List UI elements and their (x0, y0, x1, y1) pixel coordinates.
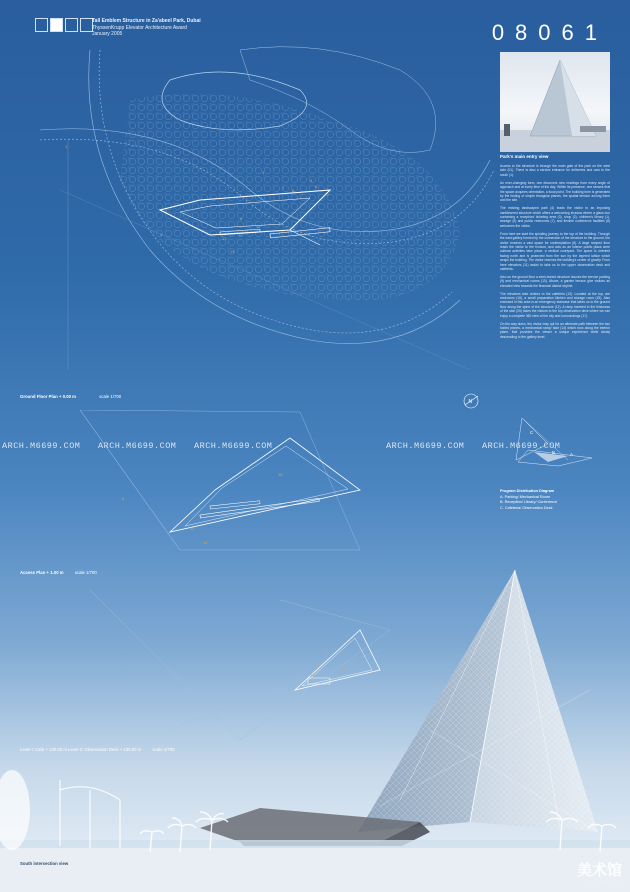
plan-number: 3 (160, 232, 163, 237)
plan-number: 12 (342, 650, 347, 655)
plan-number: 14 (356, 658, 361, 663)
watermark-text: ARCH.M6699.COM (194, 441, 273, 451)
plan-number: 10 (324, 192, 329, 197)
north-arrow-icon (462, 392, 482, 410)
ground-floor-plan-label (20, 394, 121, 399)
plan-title: Level I: Cafe + 130.00 m Level II: Observation Deck + 135.00 m (20, 747, 142, 752)
site-logo (577, 859, 622, 886)
description-paragraph: Access to the structure is through the main gate of the park on the west side (01). There is also a service entrance for deliveries and cars to the south (1). (500, 164, 610, 177)
plan-scale: scale 1/700 (74, 570, 97, 575)
section-label (20, 861, 68, 866)
site-logo-url: www.m6699.com (583, 880, 622, 886)
plan-number: 12 (190, 526, 195, 531)
legend-title: Program Distribution Diagram (500, 489, 555, 493)
plan-number: 16 (310, 672, 315, 677)
plan-number: 15 (314, 664, 319, 669)
legend-item: A. Parking/ Mechanical Room (500, 494, 551, 499)
plan-number: 6 (292, 188, 295, 193)
legend-item: B. Reception/ Library/ Conference (500, 500, 558, 504)
header-text (92, 18, 201, 38)
plan-scale: scale 1/700 (99, 394, 122, 399)
description-paragraph: The existing landscaped path (4) leads the visitor to an imposing cantilevered structure which offers a welcoming shadow where a glass box containing a reception/ ticketing area (3), shop (2), children's library (1), storage (5) and public restrooms (7), and flexible conference facilities (6) welcomes the visitor. (500, 206, 610, 228)
legend-item: C. Cafeteria/ Observation Deck (500, 505, 553, 510)
plan-number: 8 (122, 496, 125, 501)
plan-number: 10 (278, 472, 283, 477)
description-paragraph: From here we start the spiraling journey to the top of the building. Through the east gallery formed by the connection of the structure to the ground, the visitor reaches a vast space for contemplation (8). A large ramped floor leads the visitor to the horizon, and acts as an interior public plaza were cultural activities take place, a vertical courtyard. The space is oriented facing north and is protected from the sun by the layered lattice which wraps the building. The visitor reaches the building's center of gravity. From here elevators (11) assist to take us to the upper observation deck and cafeteria. (500, 231, 610, 272)
description-paragraph: Also on the ground floor a semi-buried structure houses the service parking (9) and mechanical rooms (10). Above, a garden terrace give visitors an elevated view towards the financial district skyline. (500, 274, 610, 288)
section-title: South intersection view (20, 861, 69, 866)
plan-number: 14 (230, 249, 235, 254)
plan-number: 12 (238, 232, 243, 237)
plan-number: 17 (358, 636, 363, 641)
header-date: January 2005 (92, 31, 123, 37)
plan-title: Access Plan + 1.00 m (20, 570, 64, 575)
project-title: Tall Emblem Structure in Za'abeel Park, Dubai (92, 18, 201, 24)
plan-scale: scale 1/700 (152, 747, 175, 752)
header-box (65, 18, 78, 32)
plan-number: 20 (340, 666, 345, 671)
diagram-letter: C (530, 430, 534, 435)
description-paragraph: An ever-changing form, one discovers new readings from every angle of approach and at every time of the day. Within its presence, one senses that the space acquires orientation, a focal point. The building form is generated by the folding of simple triangular planes, the spatial tension among them and the site. (500, 180, 610, 203)
ground-floor-site-plan (20, 40, 498, 390)
plan-number: 9 (310, 178, 313, 183)
program-distribution-diagram (508, 414, 598, 470)
access-plan (60, 410, 390, 570)
plan-number: 7 (282, 186, 285, 191)
header-boxes (35, 18, 93, 32)
header-box (35, 18, 48, 32)
description-paragraph: On the way down, the visitor may opt for an alternate path between the two folded planes, a mechanical ramp/ stair (14) which runs along the interior plane, that provides the viewer a unique experience while slowly descending to the gallery level. (500, 321, 610, 339)
plan-number: 11 (256, 224, 261, 229)
program-legend (500, 489, 557, 511)
plan-number: 5 (315, 184, 318, 189)
plan-number: 8 (240, 216, 243, 221)
plan-number: 13 (222, 236, 227, 241)
plan-number: 4 (262, 170, 265, 175)
svg-text:N: N (468, 399, 473, 405)
project-description (500, 164, 610, 343)
watermark-text: ARCH.M6699.COM (482, 441, 561, 451)
watermark-text: ARCH.M6699.COM (386, 441, 465, 451)
photo-render (500, 52, 610, 152)
diagram-letter: B (552, 450, 556, 455)
watermark-text: ARCH.M6699.COM (2, 441, 81, 451)
watermark-text: ARCH.M6699.COM (98, 441, 177, 451)
plan-number: 13 (324, 648, 329, 653)
description-paragraph: The elevators take visitors to the cafeteria (13). Located at the top, are restrooms (16), a small preparation kitchen and storage room (15). Also enclosed in this area is an emergency staircase that takes us to the ground floor along the spine of the structure (12). A ramp inserted in the thickness of the skin (20) takes the visitors to the top observation deck where we can enjoy a complete 360 view of the city and surroundings (17). (500, 291, 610, 318)
plan-number: 2 (165, 208, 168, 213)
photo-caption: Park's main entry view (500, 154, 549, 159)
award-name: ThyssenKrupp Elevator Architecture Award (92, 24, 187, 31)
plan-number: 14 (203, 540, 208, 545)
plan-number: 11 (222, 512, 227, 517)
entry-view-photo (500, 52, 610, 152)
entry-code: 08061 (491, 20, 608, 45)
site-logo-name: 美术馆 (576, 862, 622, 879)
plan-title: Ground Floor Plan + 0.00 m (20, 394, 76, 399)
plan-number: 1 (65, 144, 68, 149)
header-box-active (50, 18, 63, 32)
south-intersection-render (0, 570, 630, 892)
diagram-letter: A (570, 452, 574, 457)
